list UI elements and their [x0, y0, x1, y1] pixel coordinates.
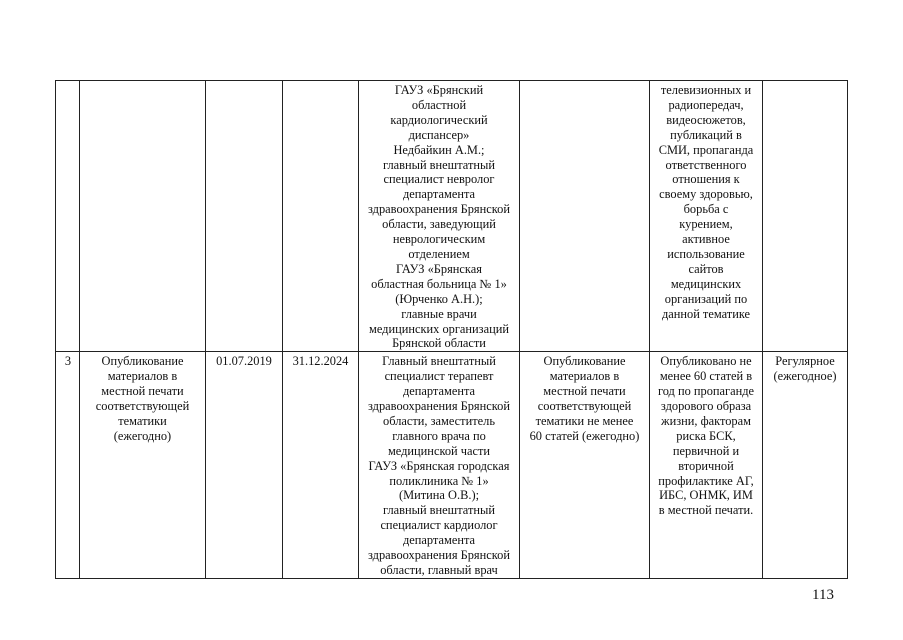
responsible-cell: ГАУЗ «Брянский областной кардиологический диспансер» Недбайкин А.М.; главный внештатный специалист невролог департамента здравоохранения Брянской области, заведующий неврологическим отделением ГАУЗ «Брянская областная больница № 1» (Юрченко А.Н.); главные врачи медицинских организаций Брянской области	[359, 81, 520, 352]
event-cell: Опубликование материалов в местной печати соответствующей тематики (ежегодно)	[80, 352, 206, 579]
result-cell: Опубликовано не менее 60 статей в год по пропаганде здорового образа жизни, факторам риска БСК, первичной и вторичной профилактике АГ, ИБС, ОНМК, ИМ в местной печати.	[650, 352, 763, 579]
periodicity-cell	[763, 81, 848, 352]
start-date-cell	[206, 81, 283, 352]
indicator-cell	[520, 81, 650, 352]
event-cell	[80, 81, 206, 352]
page-number: 113	[812, 587, 834, 603]
row-number-cell: 3	[56, 352, 80, 579]
indicator-cell: Опубликование материалов в местной печати соответствующей тематики не менее 60 статей (ежегодно)	[520, 352, 650, 579]
periodicity-cell: Регулярное (ежегодное)	[763, 352, 848, 579]
responsible-cell: Главный внештатный специалист терапевт департамента здравоохранения Брянской области, заместитель главного врача по медицинской части ГАУЗ «Брянская городская поликлиника № 1» (Митина О.В.); главный внештатный специалист кардиолог департамента здравоохранения Брянской области, главный врач	[359, 352, 520, 579]
start-date-cell: 01.07.2019	[206, 352, 283, 579]
end-date-cell	[283, 81, 359, 352]
result-cell: телевизионных и радиопередач, видеосюжетов, публикаций в СМИ, пропаганда ответственного отношения к своему здоровью, борьба с курением, активное использование сайтов медицинских организаций по данной тематике	[650, 81, 763, 352]
table-row	[56, 81, 848, 352]
row-number-cell	[56, 81, 80, 352]
table-row	[56, 352, 848, 579]
document-table	[55, 80, 848, 579]
end-date-cell: 31.12.2024	[283, 352, 359, 579]
